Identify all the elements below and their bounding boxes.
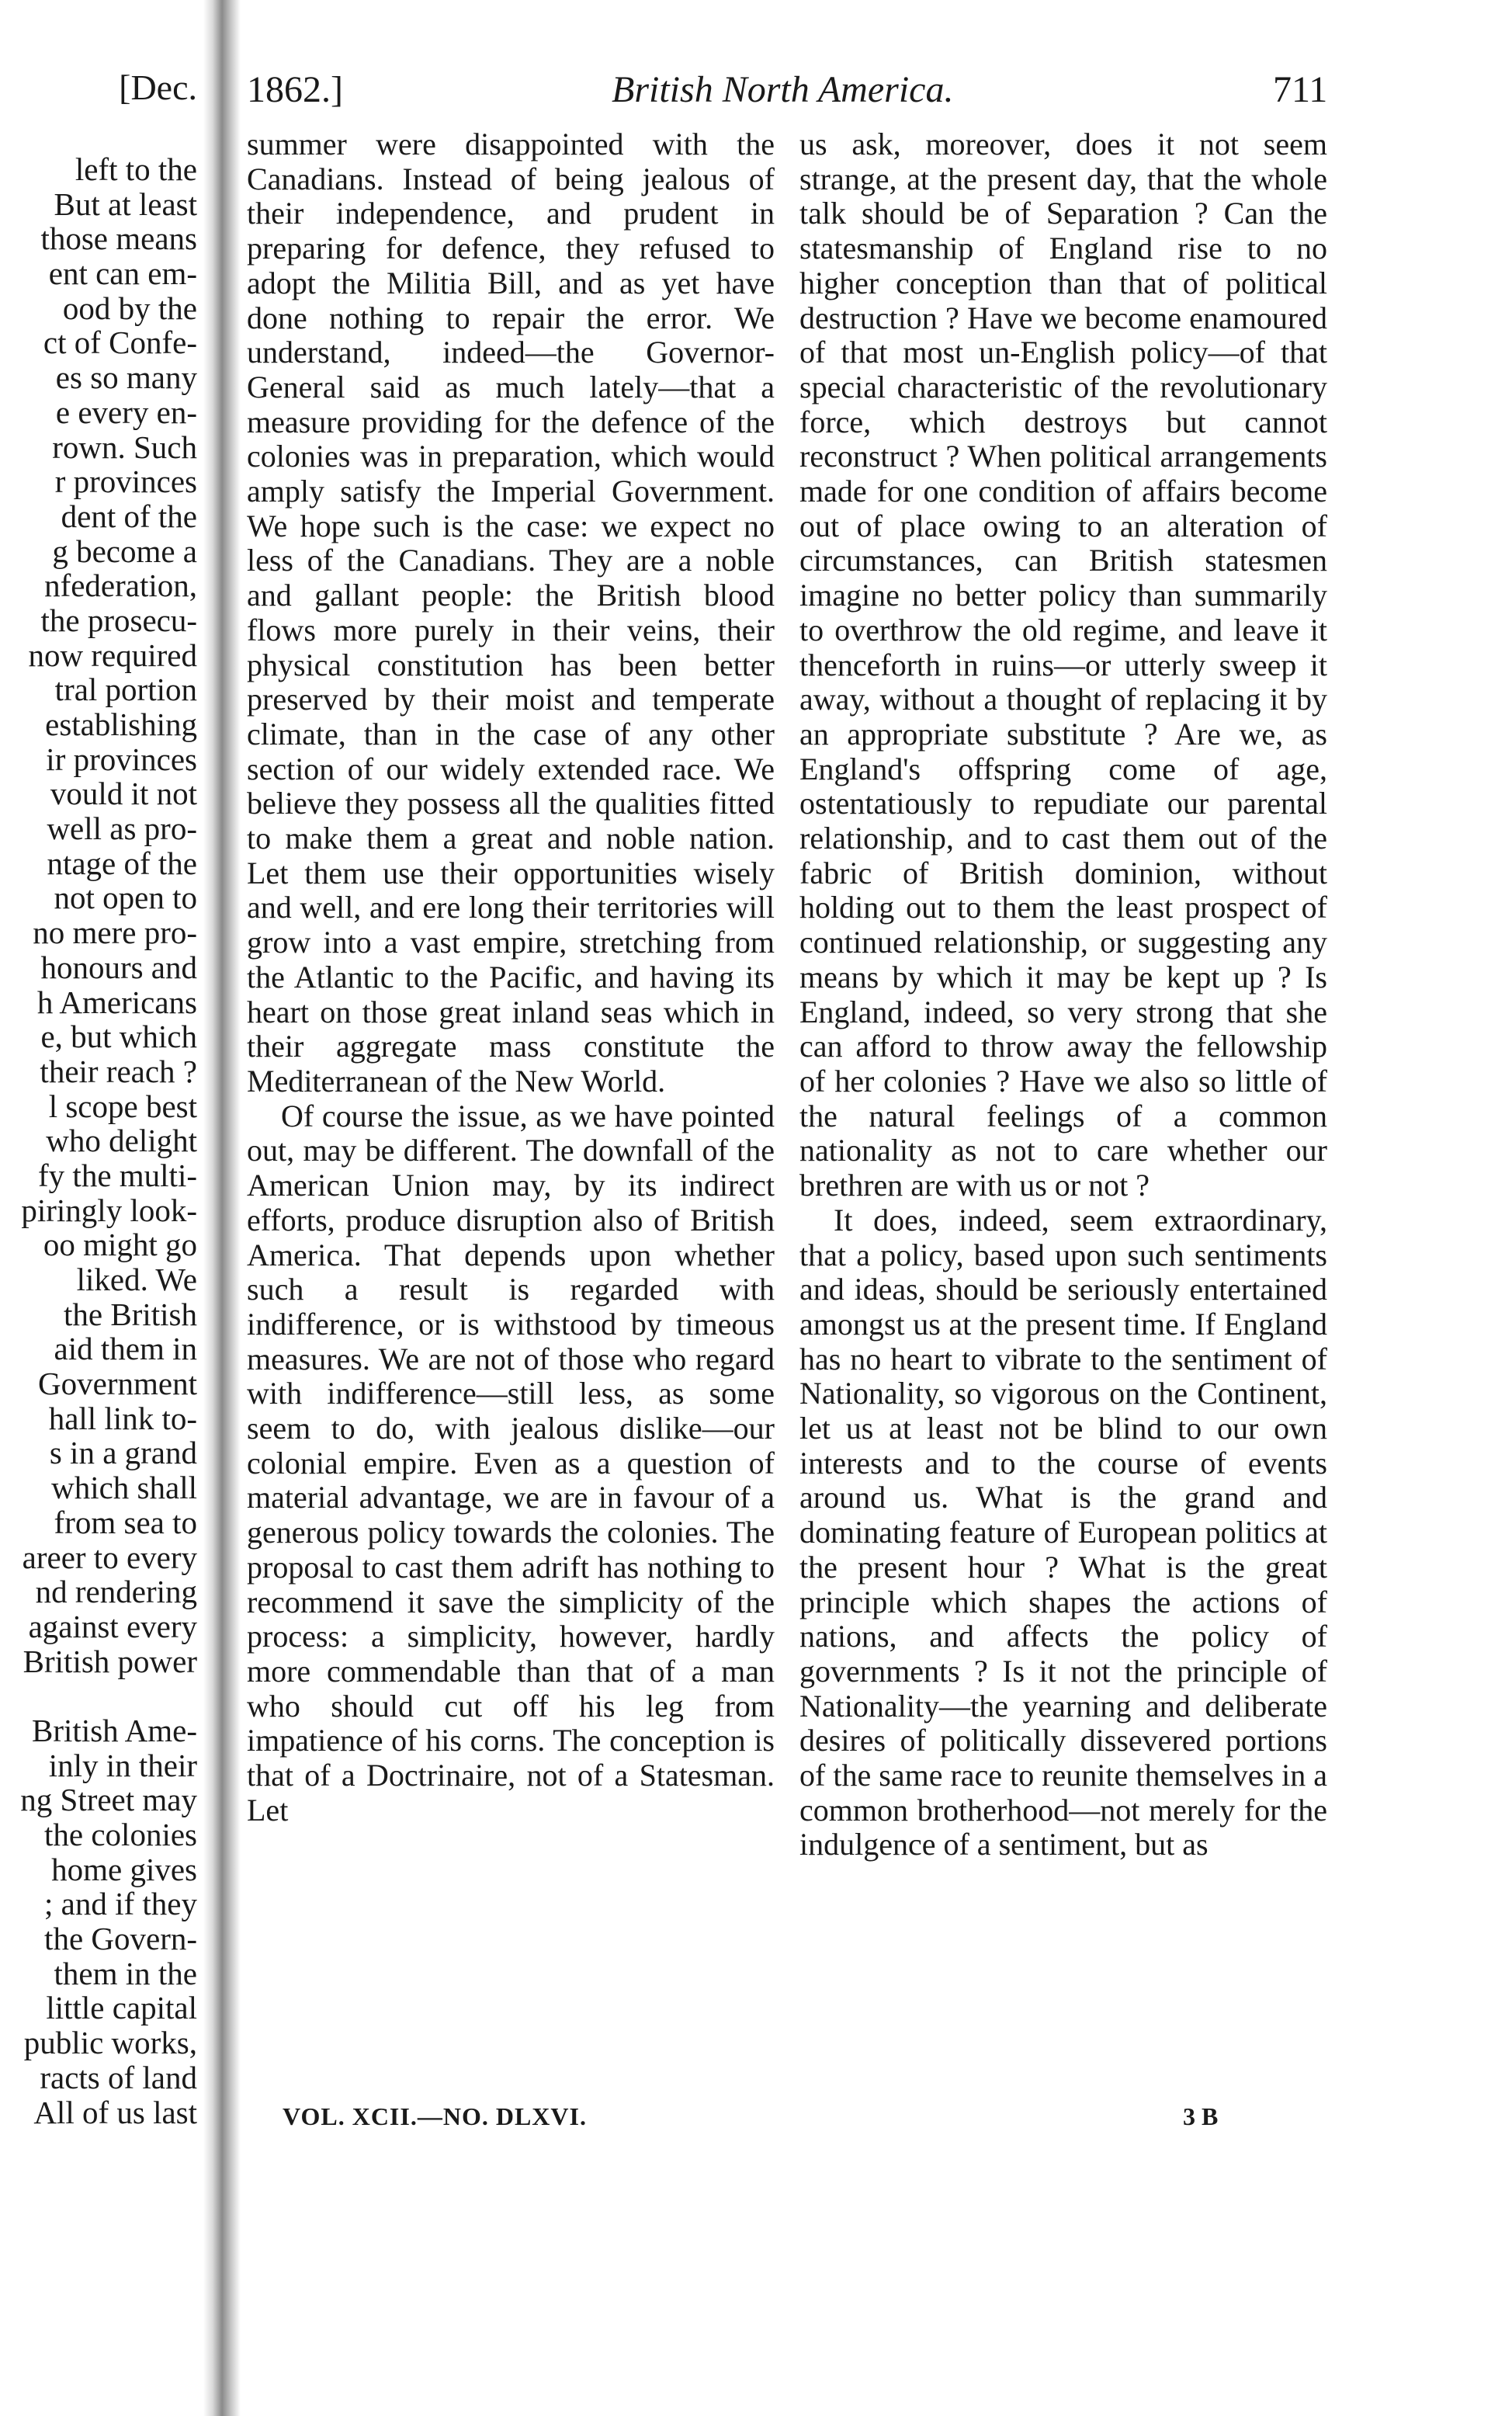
left-page-header: [Dec. <box>119 68 197 107</box>
paragraph: It does, indeed, seem extraordinary, that a policy, based upon such sentiments and ideas, should be seriously entertained amongst us at the present time. If England has no heart to vibrate to the sentiment of Nationality, so vigorous on the Continent, let us at least not be blind to our own interests and to the course of events around us. What is the grand and dominating feature of European politics at the present hour ? What is the great principle which shapes the actions of nations, and affects the policy of governments ? Is it not the principle of Nationality—the yearning and deliberate desires of politically dissevered portions of the same race to reunite themselves in a common brotherhood—not merely for the indulgence of a sentiment, but as <box>799 1202 1327 1862</box>
left-page-line: from sea to <box>54 1504 197 1540</box>
left-page-line: hall link to- <box>48 1400 197 1436</box>
left-page-line: e every en- <box>55 394 197 430</box>
left-page-line: But at least <box>54 186 197 222</box>
left-page-line: their reach ? <box>40 1053 197 1089</box>
left-page-line: left to the <box>75 151 197 187</box>
left-page-line: ng Street may <box>20 1782 197 1818</box>
left-page-line: well as pro- <box>47 811 197 847</box>
left-page-line: r provinces <box>54 463 197 500</box>
left-page-line: those means <box>40 220 197 257</box>
left-page-line: rown. Such <box>52 429 197 465</box>
left-page-line: fy the multi- <box>38 1157 197 1193</box>
left-page-line: ir provinces <box>46 741 197 777</box>
page-number: 711 <box>1273 69 1328 110</box>
left-page-line: areer to every <box>22 1539 197 1575</box>
left-page-line: oo might go <box>43 1227 197 1263</box>
left-page-line: home gives <box>51 1851 197 1887</box>
page-footer <box>283 2102 1245 2141</box>
left-page-line: no mere pro- <box>33 915 197 951</box>
paragraph: summer were disappointed with the Canadians. Instead of being jealous of their independence, and prudent in preparing for defence, they refused to adopt the Militia Bill, and as yet have done nothing to repair the error. We understand, indeed—the Governor-General said as much lately—that a measure providing for the defence of the colonies was in preparation, which would amply satisfy the Imperial Government. We hope such is the case: we expect no less of the Canadians. They are a noble and gallant people: the British blood flows more purely in their veins, their physical constitution has been better preserved by their moist and temperate climate, than in the case of any other section of our widely extended race. We believe they possess all the qualities fitted to make them a great and noble nation. Let them use their opportunities wisely and well, and ere long their territories will grow into a vast empire, stretching from the Atlantic to the Pacific, and having its heart on those great inland seas which in their aggregate mass constitute the Mediterranean of the New World. <box>247 127 775 1099</box>
left-page-line: British power <box>23 1643 197 1679</box>
left-page-line: the Govern- <box>44 1921 197 1957</box>
left-page-line: who delight <box>46 1123 197 1159</box>
left-page-line: ; and if they <box>44 1886 197 1922</box>
signature-mark: 3 B <box>1183 2102 1219 2130</box>
left-page-line: which shall <box>51 1470 197 1506</box>
left-page-line: now required <box>28 637 197 673</box>
left-page-line: establishing <box>45 706 197 742</box>
text-column-right <box>799 127 1327 1862</box>
header-title: British North America. <box>612 69 954 110</box>
left-page-line: honours and <box>40 949 197 985</box>
left-page-line: not open to <box>54 880 197 916</box>
left-page-line: ood by the <box>62 290 197 326</box>
left-page-line: ent can em- <box>48 255 197 292</box>
left-page-line: vould it not <box>50 776 197 812</box>
left-page-line: British Ame- <box>32 1712 197 1748</box>
text-column-left <box>247 127 775 1828</box>
left-page-line: es so many <box>55 359 197 396</box>
left-page-line: little capital <box>46 1990 197 2026</box>
left-page-line: inly in their <box>48 1747 197 1783</box>
paragraph: Of course the issue, as we have pointed out, may be different. The downfall of the American Union may, by its indirect efforts, produce disruption also of British America. That depends upon whether such a result is regarded with indifference, or is withstood by timeous measures. We are not of those who regard with indifference—still less, as some seem to do, with jealous dislike—our colonial empire. Even as a question of material advantage, we are in favour of a generous policy towards the colonies. The proposal to cast them adrift has nothing to recommend it save the simplicity of the process: a simplicity, however, hardly more commendable than that of a man who should cut off his leg from impatience of his corns. The conception is that of a Doctrinaire, not of a Statesman. Let <box>247 1098 775 1828</box>
left-page-line: racts of land <box>40 2059 197 2095</box>
left-page-fragment <box>0 47 203 2130</box>
binding-gutter <box>203 0 241 2416</box>
left-page-line: dent of the <box>61 498 197 534</box>
left-page-line <box>0 1678 197 1713</box>
left-page-line: the British <box>64 1296 197 1332</box>
left-page-line: against every <box>28 1608 197 1644</box>
left-page-text <box>0 152 197 2130</box>
paragraph: us ask, moreover, does it not seem strange, at the present day, that the whole talk should be of Separation ? Can the statesmanship of England rise to no higher conception than that of political destruction ? Have we become enamoured of that most un-English policy—of that special characteristic of the revolutionary force, which destroys but cannot reconstruct ? When political arrangements made for one condition of affairs become out of place owing to an alteration of circumstances, can British statesmen imagine no better policy than summarily to overthrow the old regime, and leave it thenceforth in ruins—or utterly sweep it away, without a thought of replacing it by an appropriate substitute ? Are we, as England's offspring come of age, ostentatiously to repudiate our parental relationship, and to cast them out of the fabric of British dominion, without holding out to them the least prospect of continued relationship, or suggesting any means by which it may be kept up ? Is England, indeed, so very strong that she can afford to throw away the fellowship of her colonies ? Have we also so little of the natural feelings of a common nationality as not to care whether our brethren are with us or not ? <box>799 127 1327 1203</box>
left-page-line: ct of Confe- <box>43 325 197 361</box>
left-page-line: s in a grand <box>49 1435 197 1471</box>
left-page-line: l scope best <box>48 1088 197 1124</box>
left-page-line: Government <box>38 1366 197 1402</box>
left-page-line: e, but which <box>40 1019 197 1055</box>
left-page-line: piringly look- <box>21 1192 197 1228</box>
left-page-line: All of us last <box>33 2094 197 2130</box>
left-page-line: the prosecu- <box>40 602 197 638</box>
left-page-line: public works, <box>23 2025 197 2061</box>
running-header <box>247 68 1333 115</box>
header-date: 1862.] <box>247 69 343 110</box>
volume-number: VOL. XCII.—NO. DLXVI. <box>283 2102 587 2130</box>
left-page-line: nfederation, <box>44 568 197 604</box>
left-page-line: ntage of the <box>47 845 197 881</box>
left-page-line: nd rendering <box>35 1574 197 1610</box>
left-page-line: h Americans <box>36 984 197 1020</box>
left-page-line: aid them in <box>54 1331 197 1367</box>
left-page-line: tral portion <box>54 672 197 708</box>
left-page-line: liked. We <box>76 1262 197 1297</box>
left-page-line: the colonies <box>44 1817 197 1852</box>
left-page-line: them in the <box>54 1955 197 1991</box>
left-page-line: g become a <box>52 533 197 569</box>
